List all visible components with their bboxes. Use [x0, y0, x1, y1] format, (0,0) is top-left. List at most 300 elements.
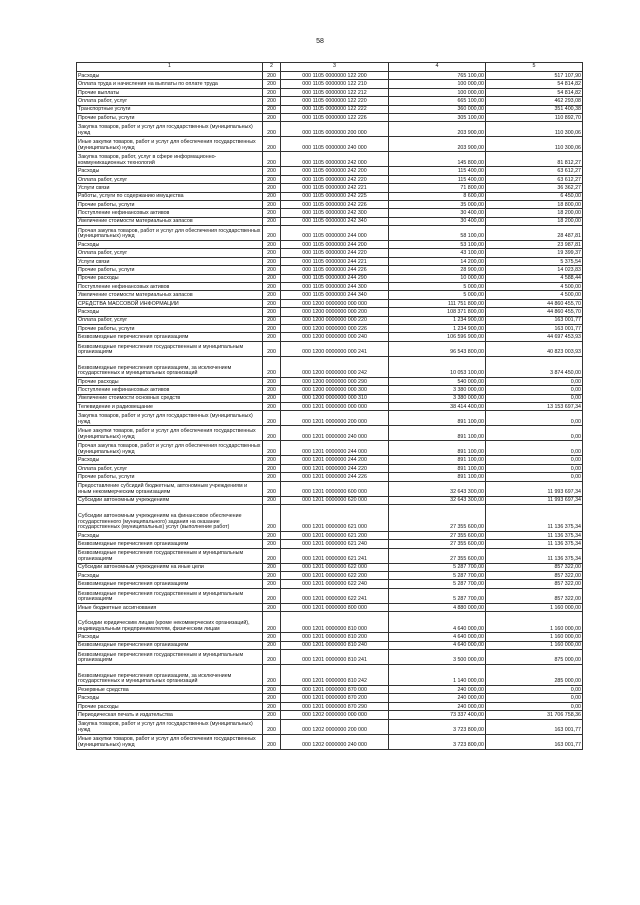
row-classification-cell: 000 1105 0000000 122 226	[281, 113, 389, 121]
row-actual-value-cell: 11 136 375,34	[486, 504, 583, 531]
row-name-cell: Иные закупки товаров, работ и услуг для обеспечения государственных (муниципальных) нужд	[77, 426, 263, 441]
row-name-cell: Прочие работы, услуги	[77, 324, 263, 332]
row-code-cell: 200	[263, 88, 281, 96]
row-classification-cell: 000 1202 0000000 240 000	[281, 734, 389, 749]
row-classification-cell: 000 1201 0000000 800 000	[281, 603, 389, 611]
row-actual-value-cell: 0,00	[486, 441, 583, 456]
row-plan-value-cell: 145 800,00	[389, 152, 486, 167]
row-plan-value-cell: 5 000,00	[389, 283, 486, 291]
row-classification-cell: 000 1105 0000000 242 220	[281, 175, 389, 183]
row-code-cell: 200	[263, 249, 281, 257]
row-classification-cell: 000 1201 0000000 810 240	[281, 641, 389, 649]
table-row	[77, 641, 583, 649]
row-code-cell: 200	[263, 548, 281, 563]
row-classification-cell: 000 1201 0000000 870 000	[281, 686, 389, 694]
row-classification-cell: 000 1105 0000000 244 340	[281, 291, 389, 299]
row-actual-value-cell: 18 200,00	[486, 217, 583, 225]
row-plan-value-cell: 28 900,00	[389, 266, 486, 274]
row-name-cell: Безвозмездные перечисления организациям	[77, 580, 263, 588]
row-name-cell: Иные закупки товаров, работ и услуг для обеспечения государственных (муниципальных) нужд	[77, 734, 263, 749]
row-actual-value-cell: 110 300,06	[486, 122, 583, 137]
row-plan-value-cell: 1 140 000,00	[389, 665, 486, 686]
row-code-cell: 200	[263, 341, 281, 356]
row-classification-cell: 000 1200 0000000 000 242	[281, 356, 389, 377]
row-name-cell: Оплата работ, услуг	[77, 97, 263, 105]
row-classification-cell: 000 1201 0000000 244 220	[281, 464, 389, 472]
row-code-cell: 200	[263, 563, 281, 571]
row-code-cell: 200	[263, 266, 281, 274]
row-plan-value-cell: 1 234 900,00	[389, 316, 486, 324]
row-actual-value-cell: 19 399,37	[486, 249, 583, 257]
row-name-cell: Поступление нефинансовых активов	[77, 209, 263, 217]
header-col-1: 1	[77, 63, 263, 72]
table-row	[77, 80, 583, 88]
table-row	[77, 200, 583, 208]
row-name-cell: Субсидии автономным учреждениям на финансовое обеспечение государственного (муниципального) задания на оказание государственных (муниципальных) услуг (выполнение работ)	[77, 504, 263, 531]
row-actual-value-cell: 0,00	[486, 702, 583, 710]
row-classification-cell: 000 1201 0000000 622 000	[281, 563, 389, 571]
row-name-cell: Субсидии юридическим лицам (кроме некоммерческих организаций), индивидуальным предпринимателям, физическим лицам	[77, 612, 263, 633]
row-plan-value-cell: 5 000,00	[389, 291, 486, 299]
table-row	[77, 473, 583, 481]
row-plan-value-cell: 891 100,00	[389, 411, 486, 426]
row-code-cell: 200	[263, 308, 281, 316]
row-actual-value-cell: 0,00	[486, 464, 583, 472]
row-plan-value-cell: 108 371 800,00	[389, 308, 486, 316]
row-actual-value-cell: 0,00	[486, 456, 583, 464]
row-classification-cell: 000 1201 0000000 621 200	[281, 531, 389, 539]
row-plan-value-cell: 100 000,00	[389, 80, 486, 88]
row-actual-value-cell: 0,00	[486, 473, 583, 481]
row-plan-value-cell: 8 600,00	[389, 192, 486, 200]
table-row	[77, 88, 583, 96]
table-row	[77, 734, 583, 749]
row-classification-cell: 000 1201 0000000 870 290	[281, 702, 389, 710]
row-plan-value-cell: 891 100,00	[389, 456, 486, 464]
table-row	[77, 496, 583, 504]
row-classification-cell: 000 1200 0000000 000 220	[281, 316, 389, 324]
row-code-cell: 200	[263, 580, 281, 588]
row-name-cell: Оплата работ, услуг	[77, 175, 263, 183]
row-plan-value-cell: 203 900,00	[389, 137, 486, 152]
row-plan-value-cell: 240 000,00	[389, 686, 486, 694]
row-name-cell: Расходы	[77, 531, 263, 539]
row-actual-value-cell: 0,00	[486, 694, 583, 702]
row-classification-cell: 000 1201 0000000 870 200	[281, 694, 389, 702]
row-plan-value-cell: 891 100,00	[389, 441, 486, 456]
row-code-cell: 200	[263, 612, 281, 633]
row-code-cell: 200	[263, 333, 281, 341]
budget-execution-table	[76, 62, 583, 750]
row-actual-value-cell: 857 322,00	[486, 572, 583, 580]
table-row	[77, 702, 583, 710]
row-code-cell: 200	[263, 316, 281, 324]
row-actual-value-cell: 13 153 697,34	[486, 402, 583, 410]
table-row	[77, 299, 583, 307]
row-code-cell: 200	[263, 641, 281, 649]
row-classification-cell: 000 1202 0000000 200 000	[281, 719, 389, 734]
table-row	[77, 283, 583, 291]
row-actual-value-cell: 63 612,27	[486, 175, 583, 183]
row-code-cell: 200	[263, 184, 281, 192]
row-classification-cell: 000 1105 0000000 242 200	[281, 167, 389, 175]
row-code-cell: 200	[263, 481, 281, 496]
row-plan-value-cell: 43 100,00	[389, 249, 486, 257]
row-plan-value-cell: 203 900,00	[389, 122, 486, 137]
row-actual-value-cell: 163 001,77	[486, 719, 583, 734]
row-code-cell: 200	[263, 665, 281, 686]
row-classification-cell: 000 1105 0000000 242 226	[281, 200, 389, 208]
row-actual-value-cell: 18 200,00	[486, 209, 583, 217]
row-actual-value-cell: 517 107,90	[486, 72, 583, 80]
table-row	[77, 633, 583, 641]
table-row	[77, 291, 583, 299]
table-row	[77, 456, 583, 464]
table-body	[77, 72, 583, 750]
table-row	[77, 192, 583, 200]
row-code-cell: 200	[263, 192, 281, 200]
table-header-row	[77, 63, 583, 72]
row-code-cell: 200	[263, 299, 281, 307]
row-plan-value-cell: 3 500 000,00	[389, 650, 486, 665]
row-code-cell: 200	[263, 496, 281, 504]
row-name-cell: Расходы	[77, 456, 263, 464]
row-plan-value-cell: 96 543 800,00	[389, 341, 486, 356]
row-code-cell: 200	[263, 540, 281, 548]
row-plan-value-cell: 765 100,00	[389, 72, 486, 80]
row-plan-value-cell: 10 000,00	[389, 274, 486, 282]
row-actual-value-cell: 857 322,00	[486, 580, 583, 588]
row-name-cell: Резервные средства	[77, 686, 263, 694]
row-plan-value-cell: 4 880 000,00	[389, 603, 486, 611]
row-code-cell: 200	[263, 209, 281, 217]
row-name-cell: Прочие работы, услуги	[77, 266, 263, 274]
row-code-cell: 200	[263, 257, 281, 265]
row-classification-cell: 000 1201 0000000 621 241	[281, 548, 389, 563]
row-plan-value-cell: 30 400,00	[389, 217, 486, 225]
row-code-cell: 200	[263, 274, 281, 282]
row-actual-value-cell: 28 487,81	[486, 226, 583, 241]
row-plan-value-cell: 5 287 700,00	[389, 572, 486, 580]
row-classification-cell: 000 1105 0000000 242 000	[281, 152, 389, 167]
row-name-cell: Работы, услуги по содержанию имущества	[77, 192, 263, 200]
row-actual-value-cell: 163 001,77	[486, 734, 583, 749]
row-name-cell: Иные бюджетные ассигнования	[77, 603, 263, 611]
row-plan-value-cell: 5 287 700,00	[389, 580, 486, 588]
row-classification-cell: 000 1105 0000000 242 225	[281, 192, 389, 200]
row-plan-value-cell: 3 723 800,00	[389, 734, 486, 749]
row-actual-value-cell: 36 362,27	[486, 184, 583, 192]
table-row	[77, 184, 583, 192]
row-code-cell: 200	[263, 122, 281, 137]
row-classification-cell: 000 1105 0000000 122 200	[281, 72, 389, 80]
row-plan-value-cell: 891 100,00	[389, 426, 486, 441]
table-row	[77, 249, 583, 257]
table-row	[77, 152, 583, 167]
row-name-cell: Безвозмездные перечисления организациям, за исключением государственных и муниципальных организаций	[77, 665, 263, 686]
table-row	[77, 217, 583, 225]
row-code-cell: 200	[263, 572, 281, 580]
row-code-cell: 200	[263, 633, 281, 641]
row-classification-cell: 000 1200 0000000 000 290	[281, 377, 389, 385]
row-actual-value-cell: 857 322,00	[486, 563, 583, 571]
row-classification-cell: 000 1105 0000000 244 290	[281, 274, 389, 282]
row-plan-value-cell: 111 751 800,00	[389, 299, 486, 307]
table-row	[77, 257, 583, 265]
row-actual-value-cell: 0,00	[486, 377, 583, 385]
row-classification-cell: 000 1201 0000000 240 000	[281, 426, 389, 441]
row-code-cell: 200	[263, 734, 281, 749]
row-classification-cell: 000 1201 0000000 244 226	[281, 473, 389, 481]
row-plan-value-cell: 106 596 900,00	[389, 333, 486, 341]
row-classification-cell: 000 1105 0000000 242 340	[281, 217, 389, 225]
row-actual-value-cell: 81 812,27	[486, 152, 583, 167]
row-name-cell: Увеличение стоимости основных средств	[77, 394, 263, 402]
row-plan-value-cell: 38 414 400,00	[389, 402, 486, 410]
row-plan-value-cell: 665 100,00	[389, 97, 486, 105]
row-actual-value-cell: 0,00	[486, 686, 583, 694]
row-actual-value-cell: 0,00	[486, 386, 583, 394]
row-actual-value-cell: 54 814,82	[486, 88, 583, 96]
row-name-cell: Расходы	[77, 241, 263, 249]
row-actual-value-cell: 44 860 455,70	[486, 308, 583, 316]
row-code-cell: 200	[263, 386, 281, 394]
row-name-cell: Прочая закупка товаров, работ и услуг для обеспечения государственных (муниципальных) нужд	[77, 226, 263, 241]
row-actual-value-cell: 11 993 697,34	[486, 496, 583, 504]
row-name-cell: Расходы	[77, 308, 263, 316]
row-plan-value-cell: 32 643 300,00	[389, 481, 486, 496]
page-number: 58	[316, 38, 324, 45]
row-code-cell: 200	[263, 411, 281, 426]
row-code-cell: 200	[263, 719, 281, 734]
row-classification-cell: 000 1105 0000000 242 300	[281, 209, 389, 217]
row-code-cell: 200	[263, 226, 281, 241]
row-plan-value-cell: 360 000,00	[389, 105, 486, 113]
table-row	[77, 386, 583, 394]
row-name-cell: Прочие работы, услуги	[77, 113, 263, 121]
header-col-2: 2	[263, 63, 281, 72]
row-code-cell: 200	[263, 97, 281, 105]
row-classification-cell: 000 1200 0000000 000 200	[281, 308, 389, 316]
row-plan-value-cell: 32 643 300,00	[389, 496, 486, 504]
row-code-cell: 200	[263, 283, 281, 291]
header-col-3: 3	[281, 63, 389, 72]
row-code-cell: 200	[263, 72, 281, 80]
row-plan-value-cell: 891 100,00	[389, 464, 486, 472]
row-actual-value-cell: 0,00	[486, 426, 583, 441]
table-row	[77, 686, 583, 694]
row-code-cell: 200	[263, 80, 281, 88]
table-row	[77, 137, 583, 152]
table-row	[77, 226, 583, 241]
row-actual-value-cell: 0,00	[486, 411, 583, 426]
row-actual-value-cell: 31 706 758,36	[486, 711, 583, 719]
row-code-cell: 200	[263, 603, 281, 611]
row-classification-cell: 000 1105 0000000 244 300	[281, 283, 389, 291]
row-plan-value-cell: 3 723 800,00	[389, 719, 486, 734]
row-code-cell: 200	[263, 200, 281, 208]
table-row	[77, 580, 583, 588]
row-classification-cell: 000 1201 0000000 200 000	[281, 411, 389, 426]
table-row	[77, 411, 583, 426]
row-name-cell: Закупка товаров, работ и услуг для государственных (муниципальных) нужд	[77, 122, 263, 137]
table-row	[77, 665, 583, 686]
table-row	[77, 402, 583, 410]
row-code-cell: 200	[263, 217, 281, 225]
row-name-cell: Расходы	[77, 633, 263, 641]
row-plan-value-cell: 540 000,00	[389, 377, 486, 385]
row-classification-cell: 000 1201 0000000 620 000	[281, 496, 389, 504]
table-row	[77, 308, 583, 316]
row-classification-cell: 000 1201 0000000 600 000	[281, 481, 389, 496]
row-actual-value-cell: 44 697 453,93	[486, 333, 583, 341]
table-row	[77, 341, 583, 356]
row-name-cell: Закупка товаров, работ, услуг в сфере информационно-коммуникационных технологий	[77, 152, 263, 167]
row-name-cell: Безвозмездные перечисления организациям, за исключением государственных и муниципальных организаций	[77, 356, 263, 377]
row-plan-value-cell: 4 640 000,00	[389, 641, 486, 649]
row-name-cell: Услуги связи	[77, 184, 263, 192]
row-code-cell: 200	[263, 504, 281, 531]
row-actual-value-cell: 4 588,44	[486, 274, 583, 282]
table-row	[77, 441, 583, 456]
table-row	[77, 426, 583, 441]
row-code-cell: 200	[263, 402, 281, 410]
row-name-cell: Субсидии автономным учреждениям на иные цели	[77, 563, 263, 571]
row-classification-cell: 000 1201 0000000 810 000	[281, 612, 389, 633]
table-row	[77, 377, 583, 385]
row-code-cell: 200	[263, 702, 281, 710]
row-classification-cell: 000 1105 0000000 244 200	[281, 241, 389, 249]
row-plan-value-cell: 305 100,00	[389, 113, 486, 121]
row-code-cell: 200	[263, 650, 281, 665]
row-actual-value-cell: 875 000,00	[486, 650, 583, 665]
row-code-cell: 200	[263, 152, 281, 167]
row-name-cell: Транспортные услуги	[77, 105, 263, 113]
row-name-cell: Прочие работы, услуги	[77, 200, 263, 208]
table-row	[77, 209, 583, 217]
row-classification-cell: 000 1105 0000000 242 221	[281, 184, 389, 192]
row-actual-value-cell: 11 136 375,34	[486, 540, 583, 548]
row-name-cell: Закупка товаров, работ и услуг для государственных (муниципальных) нужд	[77, 719, 263, 734]
row-actual-value-cell: 63 612,27	[486, 167, 583, 175]
row-actual-value-cell: 110 300,06	[486, 137, 583, 152]
row-name-cell: Предоставление субсидий бюджетным, автономным учреждениям и иным некоммерческим организациям	[77, 481, 263, 496]
row-name-cell: Прочая закупка товаров, работ и услуг для обеспечения государственных (муниципальных) нужд	[77, 441, 263, 456]
table-row	[77, 548, 583, 563]
row-classification-cell: 000 1201 0000000 810 241	[281, 650, 389, 665]
row-name-cell: Иные закупки товаров, работ и услуг для обеспечения государственных (муниципальных) нужд	[77, 137, 263, 152]
row-plan-value-cell: 4 640 000,00	[389, 633, 486, 641]
row-name-cell: Безвозмездные перечисления организациям	[77, 333, 263, 341]
row-plan-value-cell: 27 355 600,00	[389, 504, 486, 531]
row-plan-value-cell: 58 100,00	[389, 226, 486, 241]
row-plan-value-cell: 3 380 000,00	[389, 394, 486, 402]
row-name-cell: Увеличение стоимости материальных запасов	[77, 217, 263, 225]
row-classification-cell: 000 1105 0000000 244 221	[281, 257, 389, 265]
row-code-cell: 200	[263, 241, 281, 249]
row-actual-value-cell: 351 400,38	[486, 105, 583, 113]
header-col-4: 4	[389, 63, 486, 72]
row-classification-cell: 000 1105 0000000 122 212	[281, 88, 389, 96]
table-row	[77, 324, 583, 332]
row-name-cell: Прочие работы, услуги	[77, 473, 263, 481]
row-code-cell: 200	[263, 167, 281, 175]
row-name-cell: Безвозмездные перечисления организациям	[77, 641, 263, 649]
row-actual-value-cell: 54 814,82	[486, 80, 583, 88]
row-actual-value-cell: 110 892,70	[486, 113, 583, 121]
row-name-cell: Прочие расходы	[77, 377, 263, 385]
row-plan-value-cell: 1 234 900,00	[389, 324, 486, 332]
row-actual-value-cell: 285 000,00	[486, 665, 583, 686]
row-name-cell: Безвозмездные перечисления государственным и муниципальным организациям	[77, 341, 263, 356]
table-row	[77, 711, 583, 719]
row-code-cell: 200	[263, 426, 281, 441]
row-actual-value-cell: 462 293,08	[486, 97, 583, 105]
table-row	[77, 113, 583, 121]
table-row	[77, 72, 583, 80]
row-name-cell: Увеличение стоимости материальных запасов	[77, 291, 263, 299]
row-classification-cell: 000 1200 0000000 000 241	[281, 341, 389, 356]
row-plan-value-cell: 4 640 000,00	[389, 612, 486, 633]
row-name-cell: СРЕДСТВА МАССОВОЙ ИНФОРМАЦИИ	[77, 299, 263, 307]
table-row	[77, 504, 583, 531]
row-name-cell: Прочие расходы	[77, 702, 263, 710]
row-classification-cell: 000 1105 0000000 244 220	[281, 249, 389, 257]
row-classification-cell: 000 1105 0000000 244 000	[281, 226, 389, 241]
row-plan-value-cell: 73 337 400,00	[389, 711, 486, 719]
row-name-cell: Расходы	[77, 694, 263, 702]
row-actual-value-cell: 40 823 003,93	[486, 341, 583, 356]
row-name-cell: Прочие расходы	[77, 274, 263, 282]
row-name-cell: Оплата труда и начисления на выплаты по оплате труда	[77, 80, 263, 88]
row-actual-value-cell: 0,00	[486, 394, 583, 402]
table-row	[77, 105, 583, 113]
row-plan-value-cell: 35 000,00	[389, 200, 486, 208]
row-name-cell: Поступление нефинансовых активов	[77, 283, 263, 291]
table-row	[77, 333, 583, 341]
row-actual-value-cell: 163 001,77	[486, 324, 583, 332]
row-code-cell: 200	[263, 456, 281, 464]
row-plan-value-cell: 115 400,00	[389, 167, 486, 175]
header-col-5: 5	[486, 63, 583, 72]
row-classification-cell: 000 1200 0000000 000 240	[281, 333, 389, 341]
row-actual-value-cell: 3 874 450,00	[486, 356, 583, 377]
row-name-cell: Безвозмездные перечисления государственным и муниципальным организациям	[77, 588, 263, 603]
row-classification-cell: 000 1201 0000000 622 240	[281, 580, 389, 588]
row-code-cell: 200	[263, 356, 281, 377]
row-classification-cell: 000 1201 0000000 622 241	[281, 588, 389, 603]
row-code-cell: 200	[263, 291, 281, 299]
row-classification-cell: 000 1105 0000000 240 000	[281, 137, 389, 152]
row-classification-cell: 000 1200 0000000 000 310	[281, 394, 389, 402]
row-classification-cell: 000 1201 0000000 000 000	[281, 402, 389, 410]
row-classification-cell: 000 1201 0000000 810 200	[281, 633, 389, 641]
table-row	[77, 531, 583, 539]
table-row	[77, 97, 583, 105]
row-classification-cell: 000 1201 0000000 810 242	[281, 665, 389, 686]
row-name-cell: Периодическая печать и издательства	[77, 711, 263, 719]
table-row	[77, 316, 583, 324]
row-actual-value-cell: 11 993 697,34	[486, 481, 583, 496]
row-plan-value-cell: 100 000,00	[389, 88, 486, 96]
row-actual-value-cell: 11 136 375,34	[486, 531, 583, 539]
row-code-cell: 200	[263, 694, 281, 702]
table-row	[77, 464, 583, 472]
row-actual-value-cell: 23 987,81	[486, 241, 583, 249]
row-code-cell: 200	[263, 175, 281, 183]
row-plan-value-cell: 240 000,00	[389, 694, 486, 702]
row-name-cell: Расходы	[77, 572, 263, 580]
